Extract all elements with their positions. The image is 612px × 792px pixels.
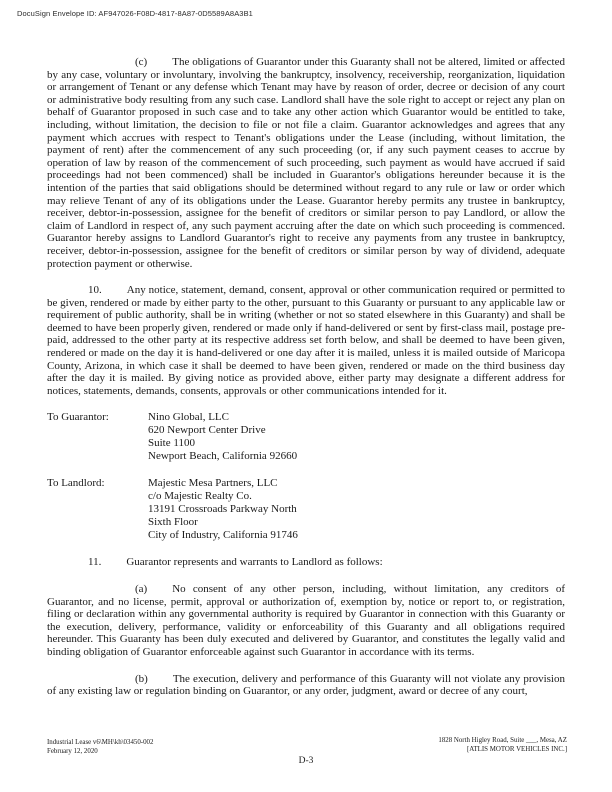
notice-address-landlord [47, 477, 565, 542]
notice-address-landlord-label: To Landlord: [47, 477, 105, 490]
paragraph-11 [47, 556, 565, 569]
address-line: Suite 1100 [148, 437, 195, 450]
paragraph-11b-text: The execution, delivery and performance of this Guaranty will not violate any provision of any existing law or regulation binding on Guarantor, or any order, judgment, award or decree of any court, [47, 672, 565, 698]
paragraph-c [47, 56, 565, 270]
notice-address-guarantor-label: To Guarantor: [47, 411, 109, 424]
paragraph-11b [47, 673, 565, 698]
paragraph-11a-marker: (a) [135, 583, 148, 596]
paragraph-11b-marker: (b) [135, 672, 148, 685]
footer-date-line: February 12, 2020 [47, 747, 98, 755]
footer-property-address: 1828 North Higley Road, Suite ___, Mesa, AZ [438, 737, 567, 744]
address-line: City of Industry, California 91746 [148, 529, 298, 542]
footer-reference-line: Industrial Lease v6\MH\kh\03450-002 [47, 739, 154, 746]
paragraph-c-marker: (c) [135, 56, 148, 68]
address-line: 13191 Crossroads Parkway North [148, 503, 297, 516]
paragraph-11a [47, 583, 565, 659]
notice-address-guarantor-lines [148, 411, 297, 463]
address-line: 620 Newport Center Drive [148, 424, 266, 437]
address-line: Nino Global, LLC [148, 411, 229, 424]
page-number: D-3 [298, 756, 314, 766]
address-line: c/o Majestic Realty Co. [148, 490, 252, 503]
footer-property-reference [438, 737, 567, 754]
paragraph-c-text: The obligations of Guarantor under this Guaranty shall not be altered, limited or affected by any case, voluntary or involuntary, involving the bankruptcy, insolvency, receivership, reorganization, liquidation or arrangement of Tenant or any defense which Tenant may have by reason of order, decree or decision of any court or administrative body resulting from any such case. Landlord shall have the sole right to accept or reject any plan on behalf of Guarantor proposed in such case and to take any other action which Guarantor would be entitled to take, including, without limitation, the decision to file or not file a claim. Guarantor acknowledges and agrees that any payment which accrues with respect to Tenant's obligations under the Lease (including, without limitation, the payment of rent) after the commencement of any such proceeding (or, if any such payment ceases to accrue by operation of law by reason of the commencement of such proceeding, such payment as would have accrued if said proceedings had not been commenced) shall be included in Guarantor's obligations hereunder because it is the intention of the parties that said obligations should be determined without regard to any rule or law or order which may relieve Tenant of any of its obligations under the Lease. Guarantor hereby permits any trustee in bankruptcy, receiver, debtor-in-possession, assignee for the benefit of creditors or similar person to pay Landlord, or allow the claim of Landlord in respect of, any such payment accruing after the date on which such proceeding is commenced. Guarantor hereby assigns to Landlord Guarantor's right to receive any payments from any trustee in bankruptcy, receiver, debtor-in-possession, assignee for the benefit of creditors or similar person by way of dividend, adequate protection payment or otherwise. [47, 56, 565, 270]
docusign-envelope-id: DocuSign Envelope ID: AF947026-F08D-4817-8A87-0D5589A8A3B1 [17, 9, 253, 18]
address-line: Majestic Mesa Partners, LLC [148, 477, 278, 490]
paragraph-10-text: Any notice, statement, demand, consent, approval or other communication required or permitted to be given, rendered or made by either party to the other, pursuant to this Guaranty or pursuant to any applicable law or requirement of public authority, shall be in writing (whether or not so stated elsewhere in this Guaranty) and shall be deemed to have been properly given, rendered or made only if hand-delivered or sent by first-class mail, postage pre-paid, addressed to the other party at its respective address set forth below, and shall be deemed to have been given, rendered or made on the day it is hand-delivered or one day after it is mailed, unless it is mailed outside of Maricopa County, Arizona, in which case it shall be deemed to have been given, rendered or made on the third business day after the day it is mailed. By giving notice as provided above, either party may designate a different address for notices, statements, demands, consents, approvals or other communications intended for it. [47, 284, 565, 397]
footer-tenant-name: [ATLIS MOTOR VEHICLES INC.] [466, 745, 567, 753]
footer-document-reference [47, 739, 153, 756]
notice-address-landlord-lines [148, 477, 298, 542]
paragraph-10 [47, 284, 565, 397]
paragraph-11-marker: 11. [88, 556, 102, 569]
paragraph-11a-text: No consent of any other person, including, without limitation, any creditors of Guarantor, and no license, permit, approval or authorization of, exemption by, notice or report to, or registration, filing or declaration within any governmental authority is required by Guarantor in connection with this Guaranty or the execution, delivery, performance, validity or enforceability of this Guaranty and all obligations required hereunder. This Guaranty has been duly executed and delivered by Guarantor, and constitutes the legally valid and binding obligation of Guarantor enforceable against such Guarantor in accordance with its terms. [47, 583, 565, 658]
address-line: Newport Beach, California 92660 [148, 450, 298, 463]
notice-address-guarantor [47, 411, 565, 463]
paragraph-10-marker: 10. [88, 284, 102, 297]
document-body [47, 56, 565, 712]
paragraph-11-text: Guarantor represents and warrants to Landlord as follows: [126, 556, 383, 569]
address-line: Sixth Floor [148, 516, 198, 529]
